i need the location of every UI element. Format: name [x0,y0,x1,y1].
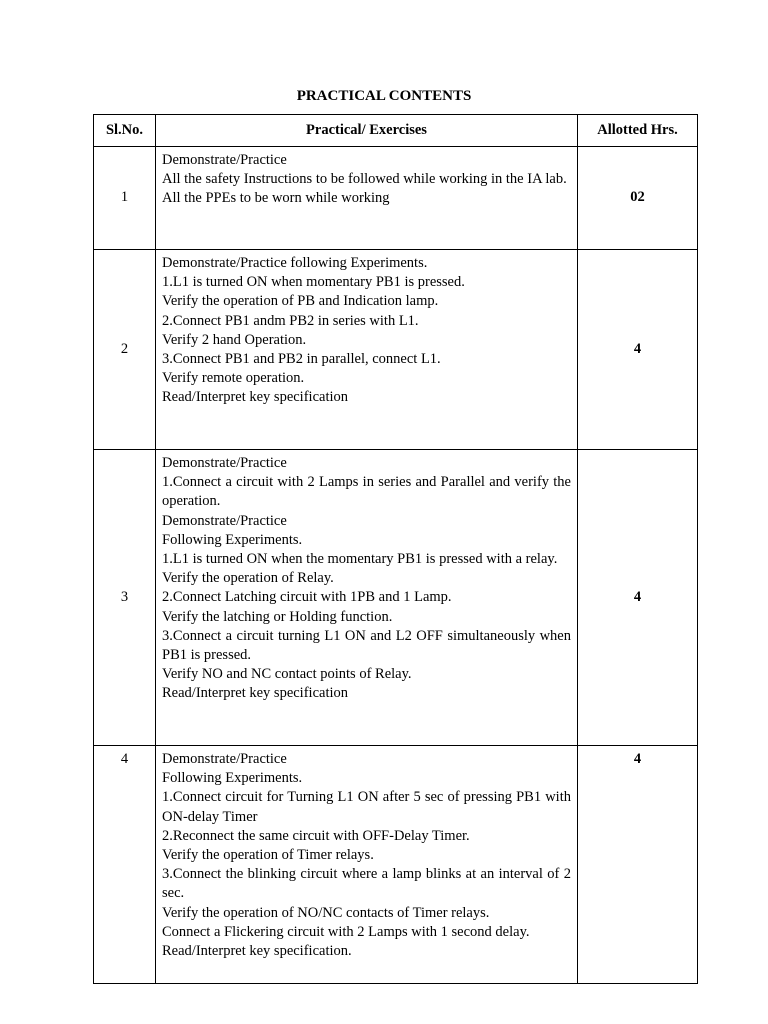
exercise-line: 3.Connect PB1 and PB2 in parallel, connect L1. [162,351,441,368]
table-row [94,746,698,984]
exercise-line: Following Experiments. [162,770,303,787]
exercise-line: All the safety Instructions to be followed while working in the IA lab. [162,171,567,188]
allotted-hours-cell: 02 [578,147,698,250]
table-header-row [94,115,698,147]
exercise-line: Verify the operation of PB and Indication lamp. [162,293,439,310]
practical-contents-table [93,114,698,984]
sl-no-cell: 4 [94,746,156,984]
page-title: PRACTICAL CONTENTS [296,88,472,104]
exercise-cell [156,250,578,450]
exercise-line: Connect a Flickering circuit with 2 Lamps with 1 second delay. [162,923,530,940]
exercise-line: 3.Connect the blinking circuit where a lamp blinks at an interval of 2 sec. [162,866,571,902]
exercise-line: 1.L1 is turned ON when momentary PB1 is pressed. [162,274,465,291]
table-row [94,147,698,250]
exercise-line: Verify the latching or Holding function. [162,608,393,625]
exercise-line: 1.Connect a circuit with 2 Lamps in series and Parallel and verify the operation. [162,474,571,510]
sl-no-cell: 2 [94,250,156,450]
table-row [94,250,698,450]
table-row [94,450,698,746]
exercise-line: Verify the operation of Relay. [162,570,334,587]
exercise-line: Verify 2 hand Operation. [162,331,307,348]
exercise-line: 3.Connect a circuit turning L1 ON and L2 OFF simultaneously when PB1 is pressed. [162,627,571,664]
exercise-line: Verify the operation of NO/NC contacts of Timer relays. [162,904,490,921]
header-allotted-hrs: Allotted Hrs. [578,115,698,147]
exercise-line: Demonstrate/Practice [162,455,287,471]
exercise-line: All the PPEs to be worn while working [162,190,390,207]
exercise-line: Verify the operation of Timer relays. [162,847,374,864]
exercise-line: Read/Interpret key specification [162,389,349,406]
exercise-line: Verify NO and NC contact points of Relay. [162,666,412,683]
exercise-line: 2.Connect Latching circuit with 1PB and 1 Lamp. [162,589,452,606]
allotted-hours-cell: 4 [578,450,698,746]
sl-no-cell: 1 [94,147,156,250]
header-sl-no: Sl.No. [94,115,156,147]
exercise-cell [156,147,578,250]
exercise-line: 2.Connect PB1 andm PB2 in series with L1. [162,312,419,329]
exercise-line: Following Experiments. [162,531,303,548]
allotted-hours-cell: 4 [578,746,698,984]
exercise-line: Demonstrate/Practice following Experiments. [162,255,428,271]
exercise-cell [156,450,578,746]
exercise-line: Verify remote operation. [162,370,305,387]
exercise-line: 2.Reconnect the same circuit with OFF-Delay Timer. [162,827,470,844]
exercise-line: Demonstrate/Practice [162,152,287,168]
exercise-cell [156,746,578,984]
exercise-line: 1.Connect circuit for Turning L1 ON after 5 sec of pressing PB1 with ON-delay Timer [162,789,571,825]
sl-no-cell: 3 [94,450,156,746]
exercise-line: Read/Interpret key specification. [162,943,352,960]
allotted-hours-cell: 4 [578,250,698,450]
exercise-line: Read/Interpret key specification [162,685,349,702]
header-practical-exercises: Practical/ Exercises [156,115,578,147]
exercise-line: Demonstrate/Practice [162,512,287,529]
exercise-line: Demonstrate/Practice [162,751,287,767]
exercise-line: 1.L1 is turned ON when the momentary PB1 is pressed with a relay. [162,551,558,568]
